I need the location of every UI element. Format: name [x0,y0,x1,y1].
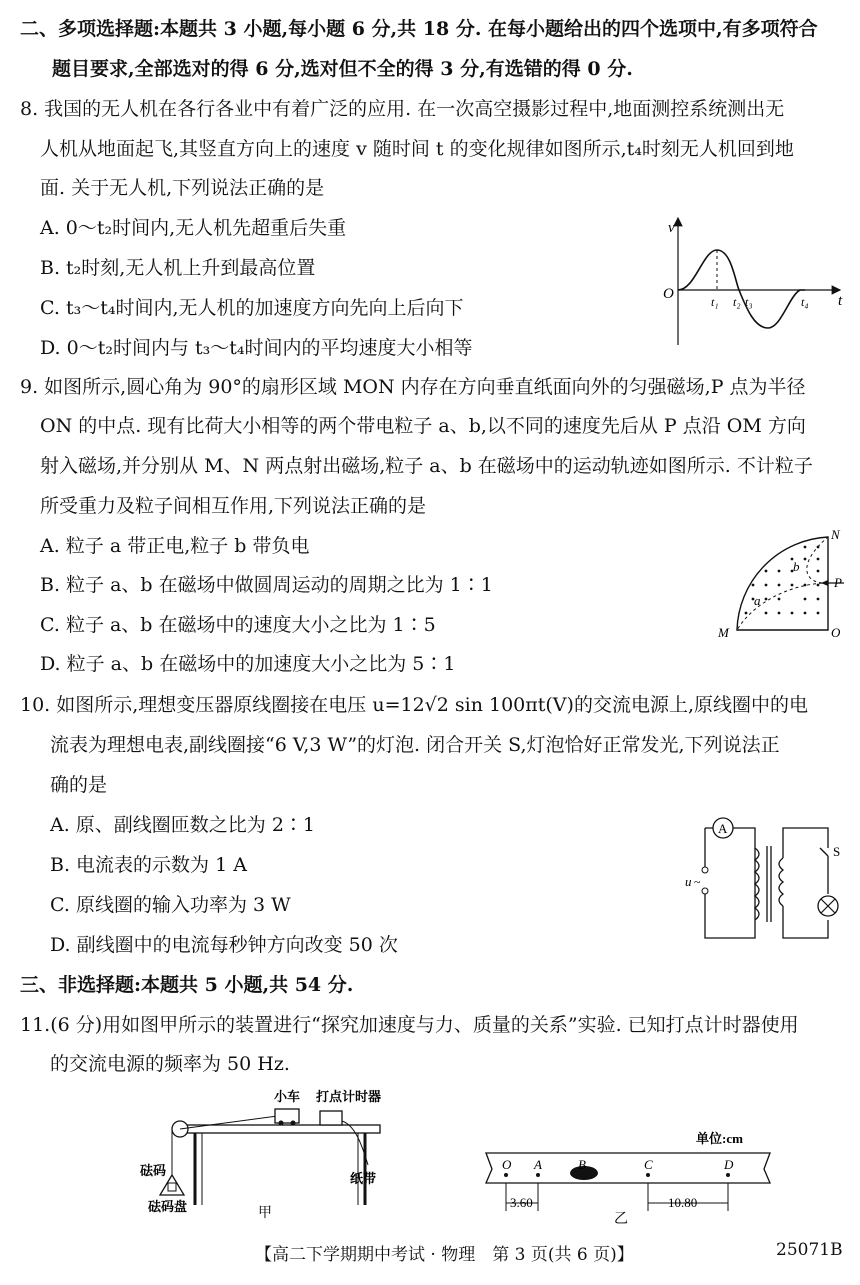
origin-label: O [663,286,674,302]
q8-stem-line2: 人机从地面起飞,其竖直方向上的速度 v 随时间 t 的变化规律如图所示,t₄时刻无人机回到地 [40,138,794,160]
t3-label: t₃ [745,295,753,309]
q9-option-b: B. 粒子 a、b 在磁场中做圆周运动的周期之比为 1∶1 [40,574,493,596]
label-B: B [578,1157,586,1172]
label-tape: 纸带 [350,1171,377,1186]
label-a: a [754,593,761,608]
label-pan: 砝码盘 [148,1199,188,1214]
q9-option-c: C. 粒子 a、b 在磁场中的速度大小之比为 1∶5 [40,614,436,636]
label-D: D [724,1157,734,1172]
t4-label: t₄ [801,295,809,309]
t1-label: t₁ [711,295,719,309]
label-unit: 单位:cm [696,1131,743,1146]
q8-stem-line3: 面. 关于无人机,下列说法正确的是 [40,177,325,199]
label-b: b [793,559,800,574]
svg-text:~: ~ [694,875,701,889]
label-P: P [834,575,842,590]
ammeter-label: A [718,821,728,836]
q8-option-a: A. 0～t₂时间内,无人机先超重后失重 [40,217,347,239]
t2-label: t₂ [733,295,741,309]
q11-stem-line2: 的交流电源的频率为 50 Hz. [50,1053,290,1075]
label-weight: 砝码 [140,1163,167,1178]
label-timer: 打点计时器 [316,1089,382,1104]
section3-heading: 三、非选择题:本题共 5 小题,共 54 分. [20,974,354,996]
q11-tape-figure [478,1125,778,1225]
label-O: O [502,1157,512,1172]
caption-yi: 乙 [614,1212,628,1225]
label-O: O [831,625,841,640]
v-label: v [668,220,675,236]
secondary-coil [779,858,783,906]
section2-heading-line1: 二、多项选择题:本题共 3 小题,每小题 6 分,共 18 分. 在每小题给出的四个选项中,有多项符合 [20,18,818,40]
q9-stem-line4: 所受重力及粒子间相互作用,下列说法正确的是 [40,495,427,517]
primary-coil [755,848,759,920]
q9-option-d: D. 粒子 a、b 在磁场中的加速度大小之比为 5∶1 [40,653,456,675]
q9-stem-line2: ON 的中点. 现有比荷大小相等的两个带电粒子 a、b,以不同的速度先后从 P 点沿 OM 方向 [40,415,806,437]
t-label: t [838,293,843,309]
label-A: A [534,1157,542,1172]
q10-option-b: B. 电流表的示数为 1 A [50,854,247,876]
q9-stem-line3: 射入磁场,并分别从 M、N 两点射出磁场,粒子 a、b 在磁场中的运动轨迹如图所示. 不计粒子 [40,455,813,477]
q10-transformer-circuit [680,808,850,948]
section2-heading-line2: 题目要求,全部选对的得 6 分,选对但不全的得 3 分,有选错的得 0 分. [52,58,633,80]
label-N: N [831,527,840,542]
q11-stem-line1: 11.(6 分)用如图甲所示的装置进行“探究加速度与力、质量的关系”实验. 已知打点计时器使用 [20,1014,799,1036]
label-M: M [718,625,729,640]
q8-option-c: C. t₃～t₄时间内,无人机的加速度方向先向上后向下 [40,297,464,319]
switch-icon [820,848,828,856]
label-d1: 3.60 [510,1195,533,1210]
q9-option-a: A. 粒子 a 带正电,粒子 b 带负电 [40,535,310,557]
q8-stem-line1: 8. 我国的无人机在各行各业中有着广泛的应用. 在一次高空摄影过程中,地面测控系统测出无 [20,98,785,120]
q8-velocity-time-graph [655,210,850,350]
label-cart: 小车 [274,1089,301,1104]
cart-icon [275,1109,299,1123]
q10-stem-line2: 流表为理想电表,副线圈接“6 V,3 W”的灯泡. 闭合开关 S,灯泡恰好正常发光,下列说法正 [50,734,780,756]
label-C: C [644,1157,653,1172]
caption-jia: 甲 [258,1206,272,1221]
q10-option-d: D. 副线圈中的电流每秒钟方向改变 50 次 [50,934,398,956]
q8-option-d: D. 0～t₂时间内与 t₃～t₄时间内的平均速度大小相等 [40,337,473,359]
switch-label: S [833,844,841,859]
timer-icon [320,1111,342,1125]
velocity-curve [678,250,805,328]
trajectory-a [737,583,828,630]
q10-stem-line1: 10. 如图所示,理想变压器原线圈接在电压 u=12√2 sin 100πt(V)的交流电源上,原线圈中的电 [20,694,808,716]
label-d2: 10.80 [668,1195,698,1210]
q9-sector-field-figure [710,525,850,645]
source-label: u [685,874,692,889]
q8-option-b: B. t₂时刻,无人机上升到最高位置 [40,257,316,279]
page-footer-title: 【高二下学期期中考试 · 物理 第 3 页(共 6 页)】 [255,1245,634,1265]
q10-stem-line3: 确的是 [50,774,108,796]
q10-option-a: A. 原、副线圈匝数之比为 2∶1 [50,814,316,836]
page-footer-code: 25071B [776,1240,843,1260]
q11-apparatus-figure [140,1085,410,1225]
q9-stem-line1: 9. 如图所示,圆心角为 90°的扇形区域 MON 内存在方向垂直纸面向外的匀强磁场,P 点为半径 [20,376,806,398]
q10-option-c: C. 原线圈的输入功率为 3 W [50,894,291,916]
